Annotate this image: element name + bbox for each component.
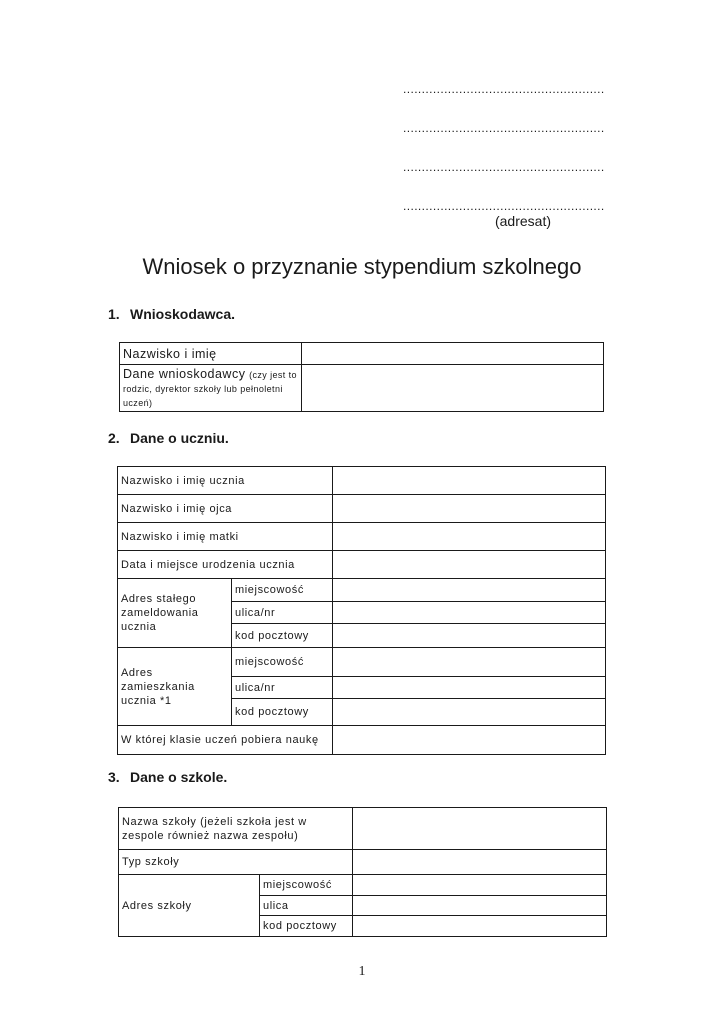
mother-name-field[interactable] — [333, 523, 606, 551]
applicant-name-label: Nazwisko i imię — [120, 343, 302, 365]
section-3-title: Dane o szkole. — [130, 769, 228, 785]
school-name-label: Nazwa szkoły (jeżeli szkoła jest w zespole również nazwa zespołu) — [119, 808, 353, 850]
registered-address-label: Adres stałego zameldowania ucznia — [118, 579, 232, 648]
applicant-data-cell — [120, 365, 302, 412]
applicant-data-field[interactable] — [302, 365, 604, 412]
registered-town-label: miejscowość — [232, 579, 333, 602]
school-type-field[interactable] — [353, 850, 607, 875]
address-line-3: ...................................................... — [403, 160, 605, 174]
registered-street-field[interactable] — [333, 602, 606, 624]
school-postal-field[interactable] — [353, 916, 607, 937]
section-3-number: 3. — [108, 769, 120, 785]
school-town-field[interactable] — [353, 875, 607, 896]
section-2-heading — [108, 430, 229, 446]
father-name-field[interactable] — [333, 495, 606, 523]
section-2-number: 2. — [108, 430, 120, 446]
school-postal-label: kod pocztowy — [260, 916, 353, 937]
registered-street-label: ulica/nr — [232, 602, 333, 624]
birth-label: Data i miejsce urodzenia ucznia — [118, 551, 333, 579]
student-name-field[interactable] — [333, 467, 606, 495]
residence-postal-field[interactable] — [333, 699, 606, 726]
residence-town-field[interactable] — [333, 648, 606, 677]
address-line-1: ...................................................... — [403, 82, 605, 96]
residence-town-label: miejscowość — [232, 648, 333, 677]
school-name-field[interactable] — [353, 808, 607, 850]
page-number: 1 — [358, 964, 366, 979]
section-1-heading — [108, 306, 235, 322]
applicant-table — [119, 342, 604, 412]
father-name-label: Nazwisko i imię ojca — [118, 495, 333, 523]
applicant-name-field[interactable] — [302, 343, 604, 365]
school-table — [118, 807, 607, 937]
school-address-label: Adres szkoły — [119, 875, 260, 937]
section-1-title: Wnioskodawca. — [130, 306, 236, 322]
registered-postal-field[interactable] — [333, 624, 606, 648]
school-town-label: miejscowość — [260, 875, 353, 896]
school-street-label: ulica — [260, 896, 353, 916]
section-3-heading — [108, 769, 227, 785]
section-1-number: 1. — [108, 306, 120, 322]
student-table — [117, 466, 606, 755]
registered-town-field[interactable] — [333, 579, 606, 602]
document-title: Wniosek o przyznanie stypendium szkolnego — [142, 254, 582, 279]
applicant-data-note: (czy jest to rodzic, dyrektor szkoły lub pełnoletni uczeń) — [123, 369, 297, 408]
student-name-label: Nazwisko i imię ucznia — [118, 467, 333, 495]
addressee-label: (adresat) — [494, 213, 551, 229]
residence-address-label: Adres zamieszkania ucznia *1 — [118, 648, 232, 726]
school-street-field[interactable] — [353, 896, 607, 916]
residence-postal-label: kod pocztowy — [232, 699, 333, 726]
school-type-label: Typ szkoły — [119, 850, 353, 875]
birth-field[interactable] — [333, 551, 606, 579]
grade-label: W której klasie uczeń pobiera naukę — [118, 726, 333, 755]
registered-postal-label: kod pocztowy — [232, 624, 333, 648]
residence-street-field[interactable] — [333, 677, 606, 699]
grade-field[interactable] — [333, 726, 606, 755]
section-2-title: Dane o uczniu. — [130, 430, 229, 446]
mother-name-label: Nazwisko i imię matki — [118, 523, 333, 551]
address-line-2: ...................................................... — [403, 121, 605, 135]
address-line-4: ...................................................... — [403, 199, 605, 213]
applicant-data-label: Dane wnioskodawcy — [123, 366, 246, 381]
residence-street-label: ulica/nr — [232, 677, 333, 699]
